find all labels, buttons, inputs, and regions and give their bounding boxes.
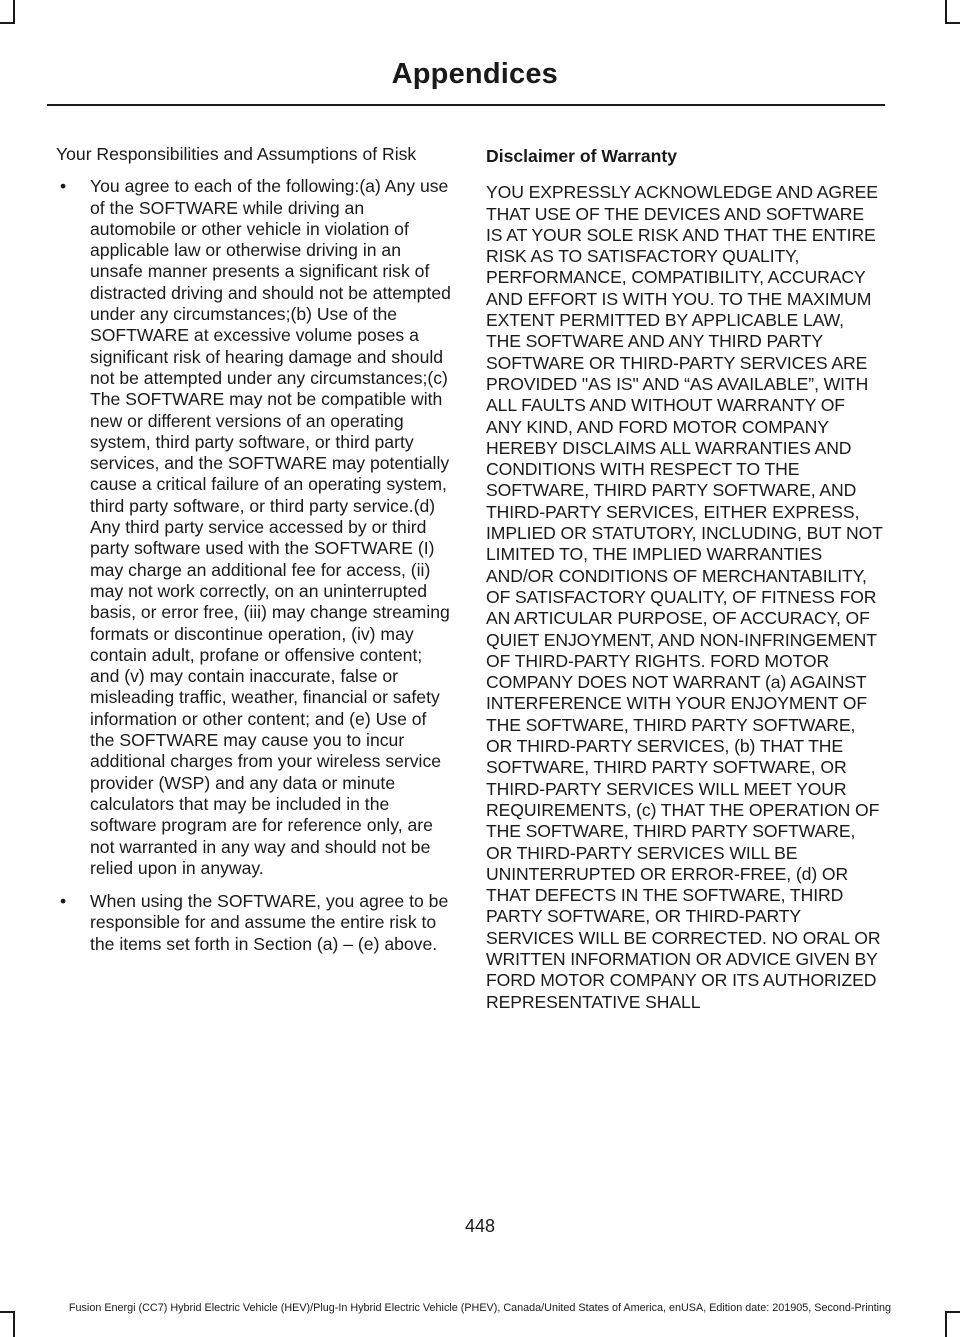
crop-mark-bottom-right — [945, 1311, 947, 1337]
bullet-icon: • — [60, 891, 67, 912]
edition-footer: Fusion Energi (CC7) Hybrid Electric Vehicle (HEV)/Plug-In Hybrid Electric Vehicle (PHEV), Canada/United States of America, enUSA, Edition date: 201905, Second-Printing — [68, 1302, 892, 1314]
page-number: 448 — [464, 1216, 496, 1236]
crop-mark-top-left — [13, 0, 15, 24]
list-item — [56, 176, 453, 879]
right-column — [486, 144, 883, 1013]
crop-mark-top-right — [945, 0, 947, 24]
bullet-icon: • — [60, 176, 67, 197]
list-item — [56, 891, 453, 955]
responsibilities-list — [56, 176, 453, 955]
responsibilities-heading: Your Responsibilities and Assumptions of Risk — [56, 144, 417, 164]
disclaimer-heading: Disclaimer of Warranty — [486, 146, 677, 166]
crop-mark-top-right — [945, 22, 960, 24]
disclaimer-body: YOU EXPRESSLY ACKNOWLEDGE AND AGREE THAT USE OF THE DEVICES AND SOFTWARE IS AT YOUR SOLE RISK AND THAT THE ENTIRE RISK AS TO SATISFACTORY QUALITY, PERFORMANCE, COMPATIBILITY, ACCURACY AND EFFORT IS WITH YOU. TO THE MAXIMUM EXTENT PERMITTED BY APPLICABLE LAW, THE SOFTWARE AND ANY THIRD PARTY SOFTWARE OR THIRD-PARTY SERVICES ARE PROVIDED "AS IS" AND “AS AVAILABLE”, WITH ALL FAULTS AND WITHOUT WARRANTY OF ANY KIND, AND FORD MOTOR COMPANY HEREBY DISCLAIMS ALL WARRANTIES AND CONDITIONS WITH RESPECT TO THE SOFTWARE, THIRD PARTY SOFTWARE, AND THIRD-PARTY SERVICES, EITHER EXPRESS, IMPLIED OR STATUTORY, INCLUDING, BUT NOT LIMITED TO, THE IMPLIED WARRANTIES AND/OR CONDITIONS OF MERCHANTABILITY, OF SATISFACTORY QUALITY, OF FITNESS FOR AN ARTICULAR PURPOSE, OF ACCURACY, OF QUIET ENJOYMENT, AND NON-INFRINGEMENT OF THIRD-PARTY RIGHTS. FORD MOTOR COMPANY DOES NOT WARRANT (a) AGAINST INTERFERENCE WITH YOUR ENJOYMENT OF THE SOFTWARE, THIRD PARTY SOFTWARE, OR THIRD-PARTY SERVICES, (b) THAT THE SOFTWARE, THIRD PARTY SOFTWARE, OR THIRD-PARTY SERVICES WILL MEET YOUR REQUIREMENTS, (c) THAT THE OPERATION OF THE SOFTWARE, THIRD PARTY SOFTWARE, OR THIRD-PARTY SERVICES WILL BE UNINTERRUPTED OR ERROR-FREE, (d) OR THAT DEFECTS IN THE SOFTWARE, THIRD PARTY SOFTWARE, OR THIRD-PARTY SERVICES WILL BE CORRECTED. NO ORAL OR WRITTEN INFORMATION OR ADVICE GIVEN BY FORD MOTOR COMPANY OR ITS AUTHORIZED REPRESENTATIVE SHALL — [486, 182, 883, 1012]
left-column — [56, 144, 453, 967]
header-divider — [47, 104, 885, 106]
list-item-text: You agree to each of the following:(a) Any use of the SOFTWARE while driving an automobile or other vehicle in violation of applicable law or otherwise driving in an unsafe manner presents a significant risk of distracted driving and should not be attempted under any circumstances;(b) Use of the SOFTWARE at excessive volume poses a significant risk of hearing damage and should not be attempted under any circumstances;(c) The SOFTWARE may not be compatible with new or different versions of an operating system, third party software, or third party services, and the SOFTWARE may potentially cause a critical failure of an operating system, third party software, or third party service.(d) Any third party service accessed by or third party software used with the SOFTWARE (I) may charge an additional fee for access, (ii) may not work correctly, on an uninterrupted basis, or error free, (iii) may change streaming formats or discontinue operation, (iv) may contain adult, profane or offensive content; and (v) may contain inaccurate, false or misleading traffic, weather, financial or safety information or other content; and (e) Use of the SOFTWARE may cause you to incur additional charges from your wireless service provider (WSP) and any data or minute calculators that may be included in the software program are for reference only, are not warranted in any way and should not be relied upon in anyway. — [90, 176, 451, 878]
crop-mark-top-left — [0, 22, 15, 24]
crop-mark-bottom-left — [13, 1311, 15, 1337]
list-item-text: When using the SOFTWARE, you agree to be responsible for and assume the entire risk to the items set forth in Section (a) – (e) above. — [90, 891, 449, 954]
page-title: Appendices — [391, 58, 558, 90]
